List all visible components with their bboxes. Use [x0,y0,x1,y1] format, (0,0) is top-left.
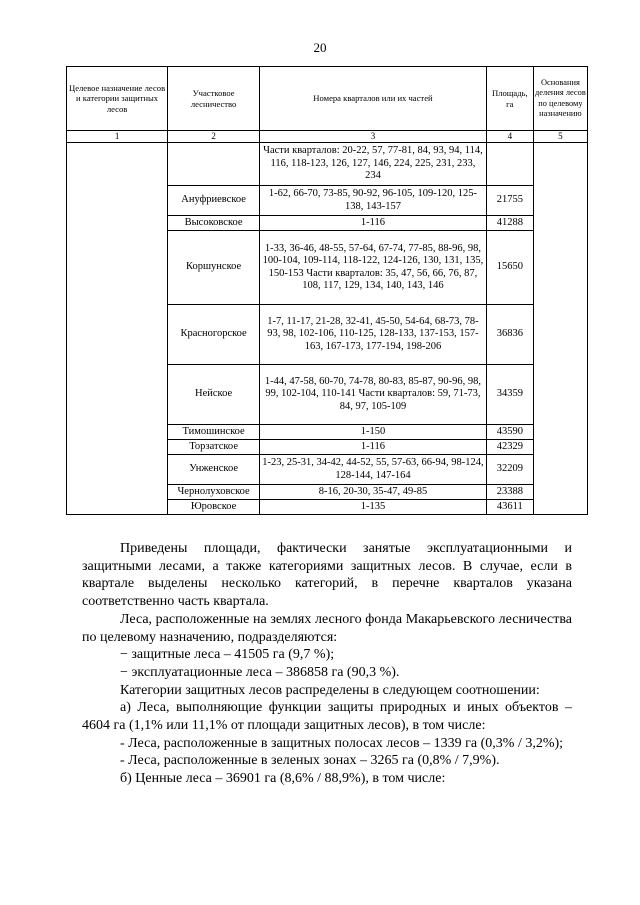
table-index-row [67,131,588,143]
district-cell: Красногорское [168,305,260,365]
district-cell [168,143,260,186]
area-cell: 34359 [486,365,533,425]
header-basis: Основания деления лесов по целевому назначению [533,67,587,131]
quarters-cell: 1-23, 25-31, 34-42, 44-52, 55, 57-63, 66-94, 98-124, 128-144, 147-164 [260,455,487,485]
header-area: Площадь, га [486,67,533,131]
page-number: 20 [313,40,327,55]
col-index-2: 2 [168,131,260,143]
district-cell: Торзатское [168,440,260,455]
quarters-cell: 1-33, 36-46, 48-55, 57-64, 67-74, 77-85, 88-96, 98, 100-104, 109-114, 118-122, 124-126, 130, 131, 135, 150-153 Части кварталов: 35, 47, 56, 66, 76, 87, 108, 117, 129, 134, 140, 143, 146 [260,231,487,305]
header-quarters: Номера кварталов или их частей [260,67,487,131]
area-cell: 32209 [486,455,533,485]
paragraph-category-a: а) Леса, выполняющие функции защиты природных и иных объектов – 4604 га (1,1% или 11,1% от площади защитных лесов), в том числе: [82,700,572,734]
forest-quarters-table [66,66,588,515]
quarters-cell: 1-116 [260,440,487,455]
header-purpose: Целевое назначение лесов и категории защитных лесов [67,67,168,131]
area-cell: 43590 [486,425,533,440]
quarters-cell: 1-135 [260,500,487,515]
area-cell: 41288 [486,216,533,231]
area-cell: 42329 [486,440,533,455]
area-cell: 21755 [486,186,533,216]
quarters-cell: 8-16, 20-30, 35-47, 49-85 [260,485,487,500]
table-header-row [67,67,588,131]
list-item-protective: − защитные леса – 41505 га (9,7 %); [120,647,335,663]
col-index-3: 3 [260,131,487,143]
district-cell: Юровское [168,500,260,515]
paragraph-purpose-intro: Леса, расположенные на землях лесного фонда Макарьевского лесничества по целевому назначению, подразделяются: [82,611,572,645]
quarters-cell: 1-62, 66-70, 73-85, 90-92, 96-105, 109-120, 125-138, 143-157 [260,186,487,216]
quarters-cell: 1-44, 47-58, 60-70, 74-78, 80-83, 85-87, 90-96, 98, 99, 102-104, 110-141 Части кварталов: 59, 71-73, 84, 97, 105-109 [260,365,487,425]
list-item-protective-strips: - Леса, расположенные в защитных полосах лесов – 1339 га (0,3% / 3,2%); [120,735,564,751]
body-text [82,540,572,788]
district-cell: Унженское [168,455,260,485]
col-index-1: 1 [67,131,168,143]
quarters-cell: 1-7, 11-17, 21-28, 32-41, 45-50, 54-64, 68-73, 78-93, 98, 102-106, 110-125, 128-133, 137-153, 157-163, 167-173, 177-194, 198-206 [260,305,487,365]
col-index-4: 4 [486,131,533,143]
purpose-cell [67,143,168,515]
area-cell: 36836 [486,305,533,365]
district-cell: Нейское [168,365,260,425]
district-cell: Тимошинское [168,425,260,440]
quarters-cell: 1-116 [260,216,487,231]
list-item-exploitable: − эксплуатационные леса – 386858 га (90,3 %). [120,664,400,680]
quarters-cell: Части кварталов: 20-22, 57, 77-81, 84, 93, 94, 114, 116, 118-123, 126, 127, 146, 224, 225, 231, 233, 234 [260,143,487,186]
area-cell: 43611 [486,500,533,515]
table-row [67,143,588,186]
district-cell: Высоковское [168,216,260,231]
col-index-5: 5 [533,131,587,143]
area-cell: 23388 [486,485,533,500]
basis-cell [533,143,587,515]
quarters-cell: 1-150 [260,425,487,440]
area-cell [486,143,533,186]
area-cell: 15650 [486,231,533,305]
district-cell: Ануфриевское [168,186,260,216]
header-district: Участковое лесничество [168,67,260,131]
list-item-green-zones: - Леса, расположенные в зеленых зонах – 3265 га (0,8% / 7,9%). [120,753,500,769]
district-cell: Чернолуховское [168,485,260,500]
paragraph-areas-note: Приведены площади, фактически занятые эксплуатационными и защитными лесами, а также категориями защитных лесов. В случае, если в квартале выделены несколько категорий, в перечне кварталов указана соответственно часть квартала. [82,541,572,610]
district-cell: Коршунское [168,231,260,305]
paragraph-category-b: б) Ценные леса – 36901 га (8,6% / 88,9%), в том числе: [120,771,446,787]
paragraph-categories-intro: Категории защитных лесов распределены в следующем соотношении: [120,682,540,698]
